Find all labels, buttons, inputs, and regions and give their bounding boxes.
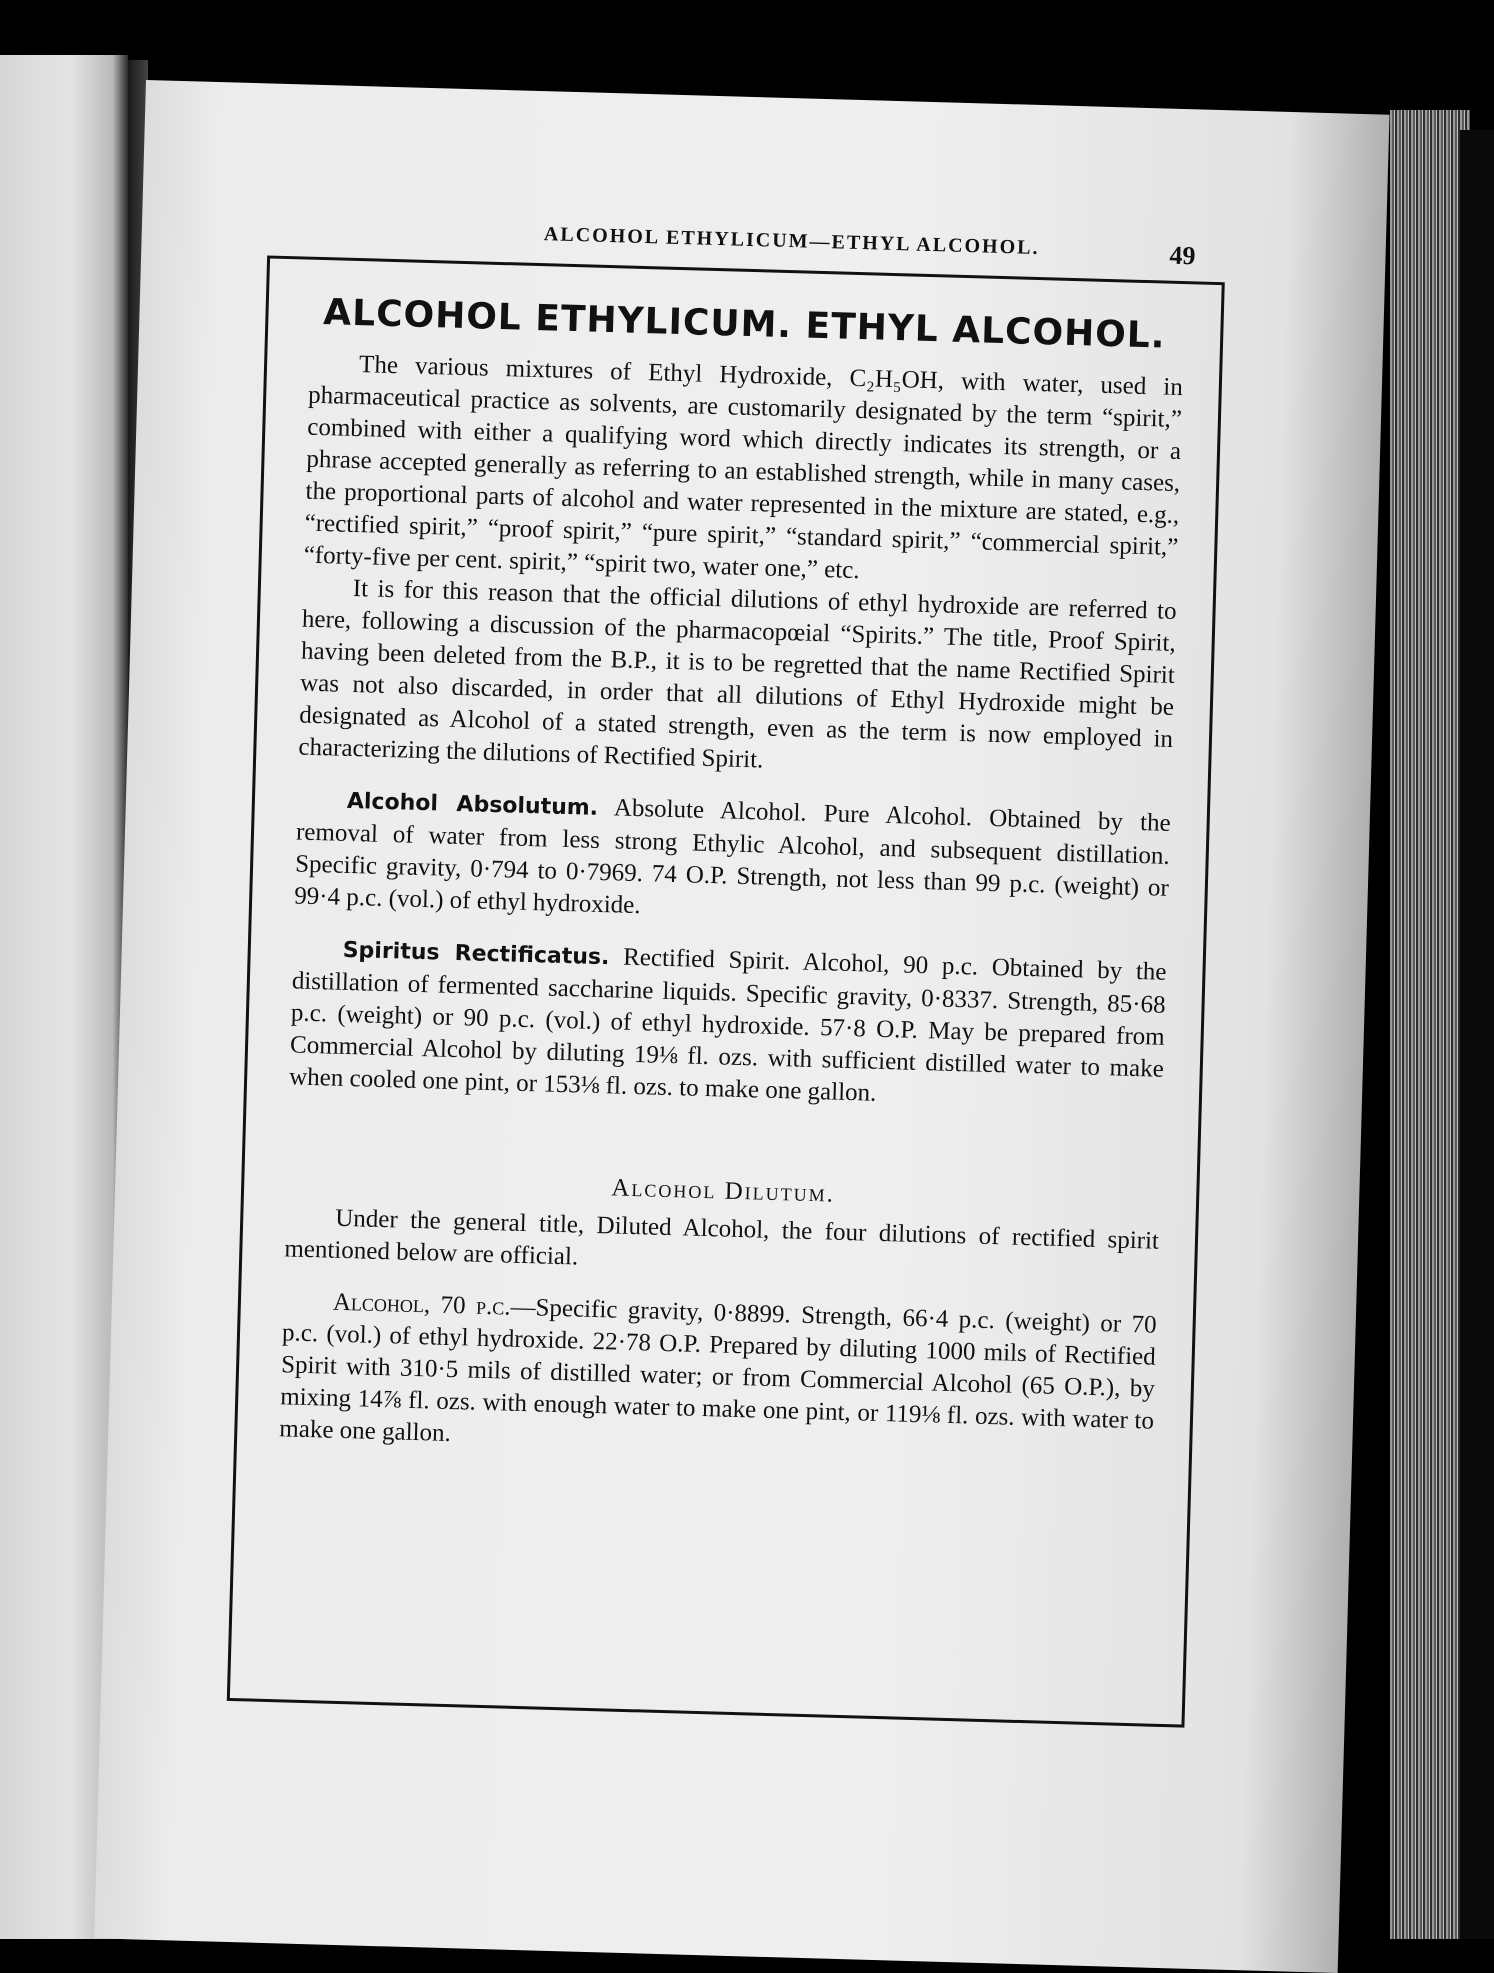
bordered-article	[227, 255, 1225, 1727]
entry-term: Alcohol Absolutum.	[346, 788, 599, 821]
running-head: ALCOHOL ETHYLICUM—ETHYL ALCOHOL.	[543, 223, 1040, 260]
entry-text: Absolute Alcohol. Pure Alcohol. Obtained by the removal of water from less strong Ethylic Alcohol, and subsequent distillation. Specific gravity, 0·794 to 0·7969. 74 O.P. Strength, not less than 99 p.c. (weight) or 99·4 p.c. (vol.) of ethyl hydroxide.	[293, 794, 1172, 920]
entry-term: Spiritus Rectificatus.	[342, 937, 610, 971]
entry-alcohol-70	[279, 1285, 1157, 1469]
page-edges	[1390, 110, 1470, 1939]
dilutum-paragraph: Under the general title, Diluted Alcohol, the four dilutions of rectified spirit mentioned below are official.	[284, 1204, 1160, 1271]
intro-paragraph-2: It is for this reason that the official dilutions of ethyl hydroxide are referred to here, following a discussion of the pharmacopœial “Spirits.” The title, Proof Spirit, having been deleted from the B.P., it is to be regretted that the name Rectified Spirit was not also discarded, in order that all dilutions of Ethyl Hydroxide might be designated as Alcohol of a stated strength, even as the term is now employed in characterizing the dilutions of Rectified Spirit.	[298, 574, 1177, 774]
section-heading: Alcohol Dilutum.	[611, 1174, 836, 1208]
entry-spiritus-rectificatus	[289, 932, 1167, 1117]
article-title: ALCOHOL ETHYLICUM. ETHYL ALCOHOL.	[322, 292, 1167, 357]
page-number: 49	[1169, 240, 1196, 271]
article-body	[279, 348, 1183, 1470]
entry-term: Alcohol, 70 p.c.	[332, 1288, 511, 1321]
background-edge	[1460, 130, 1494, 1939]
entry-text: Rectified Spirit. Alcohol, 90 p.c. Obtained by the distillation of fermented saccharine liquids. Specific gravity, 0·8337. Strength, 85·68 p.c. (weight) or 90 p.c. (vol.) of ethyl hydroxide. 57·8 O.P. May be prepared from Commercial Alcohol by diluting 19⅛ fl. ozs. with sufficient distilled water to make when cooled one pint, or 153⅛ fl. ozs. to make one gallon.	[288, 943, 1167, 1107]
entry-alcohol-absolutum	[294, 784, 1171, 937]
intro-paragraph-1: The various mixtures of Ethyl Hydroxide, C₂H₅OH, with water, used in pharmaceutical practice as solvents, are customarily designated by the term “spirit,” combined with either a qualifying word which directly indicates its strength, or a phrase accepted generally as referring to an established strength, while in many cases, the proportional parts of alcohol and water represented in the mixture are stated, e.g., “rectified spirit,” “proof spirit,” “pure spirit,” “standard spirit,” “commercial spirit,” “forty-five per cent. spirit,” “spirit two, water one,” etc.	[303, 351, 1184, 585]
book-page	[94, 80, 1389, 1973]
entry-text: —Specific gravity, 0·8899. Strength, 66·4 p.c. (weight) or 70 p.c. (vol.) of ethyl hydroxide. 22·78 O.P. Prepared by diluting 1000 mils of Rectified Spirit with 310·5 mils of distilled water; or from Commercial Alcohol (65 O.P.), by mixing 14⅞ fl. ozs. with enough water to make one pint, or 119⅛ fl. ozs. with water to make one gallon.	[279, 1293, 1157, 1448]
